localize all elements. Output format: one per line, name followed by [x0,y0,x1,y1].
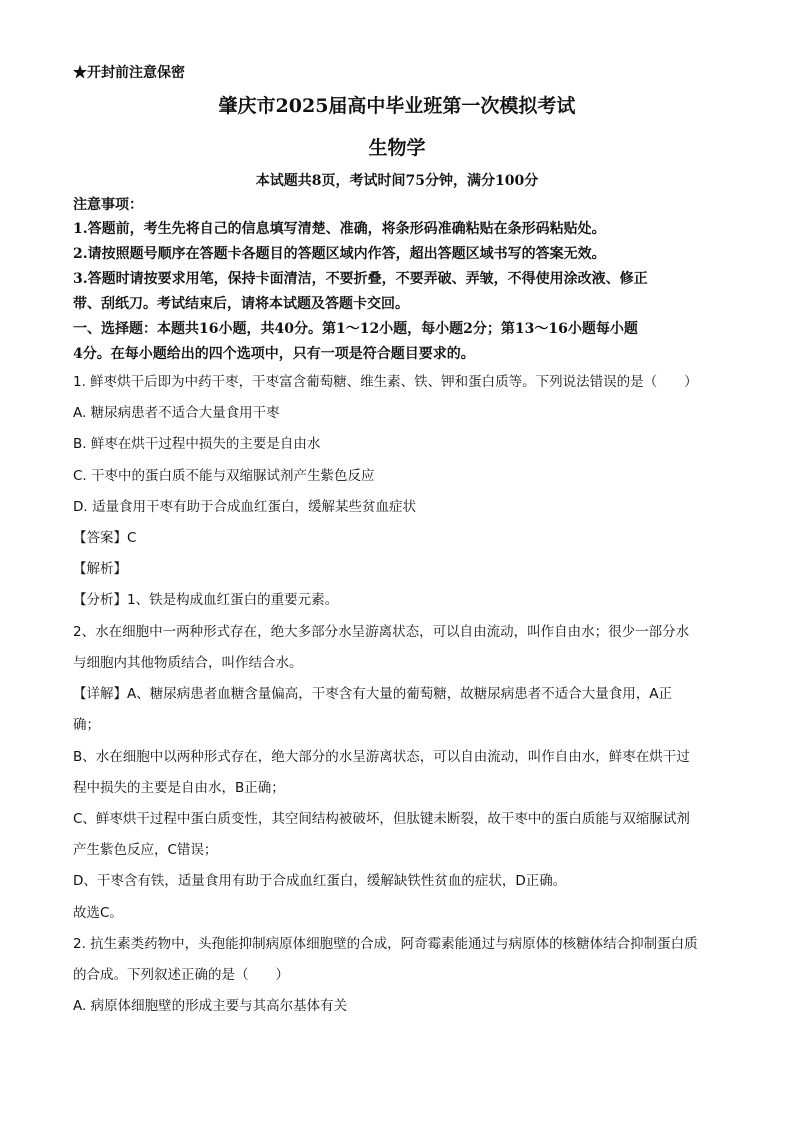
question-1-answer [73,529,733,547]
question-1-stem: 1. 鲜枣烘干后即为中药干枣，干枣富含葡萄糖、维生素、铁、钾和蛋白质等。下列说法错误的是（ ） [73,374,698,390]
question-1-option-d: D. 适量食用干枣有助于合成血红蛋白，缓解某些贫血症状 [73,499,416,515]
subject-title: 生物学 [368,137,426,159]
section-instructions: 一、选择题：本题共16小题，共40分。第1～12小题，每小题2分；第13～16小题每小题 [73,321,638,337]
analysis-line: 【分析】1、铁是构成血红蛋白的重要元素。 [73,592,339,608]
question-1-option-c: C. 干枣中的蛋白质不能与双缩脲试剂产生紫色反应 [73,468,375,484]
analysis-line: 产生紫色反应，C错误； [73,842,218,858]
analysis-line: 与细胞内其他物质结合，叫作结合水。 [73,655,303,671]
analysis-label: 【解析】 [73,561,127,577]
analysis-line: 程中损失的主要是自由水，B正确； [73,780,285,796]
confidential-notice: ★开封前注意保密 [73,65,185,81]
note-item: 3.答题时请按要求用笔，保持卡面清洁，不要折叠，不要弄破、弄皱，不得使用涂改液、修正 [73,271,648,287]
notes-heading: 注意事项： [73,197,143,213]
analysis-line: B、水在细胞中以两种形式存在，绝大部分的水呈游离状态，可以自由流动，叫作自由水，鲜枣在烘干过 [73,749,690,765]
analysis-line: 故选C。 [73,905,123,921]
answer-value: C [127,530,137,546]
note-item: 2.请按照题号顺序在答题卡各题目的答题区域内作答，超出答题区域书写的答案无效。 [73,246,606,262]
question-1-option-a: A. 糖尿病患者不适合大量食用干枣 [73,405,280,421]
analysis-line: C、鲜枣烘干过程中蛋白质变性，其空间结构被破坏，但肽键未断裂，故干枣中的蛋白质能与双缩脲试剂 [73,811,690,827]
answer-label: 【答案】 [73,530,127,546]
analysis-line: 【详解】A、糖尿病患者血糖含量偏高，干枣含有大量的葡萄糖，故糖尿病患者不适合大量食用，A正 [73,686,672,702]
exam-info: 本试题共8页，考试时间75分钟，满分100分 [255,173,539,189]
section-instructions: 4分。在每小题给出的四个选项中，只有一项是符合题目要求的。 [73,346,475,362]
analysis-line: D、干枣含有铁，适量食用有助于合成血红蛋白，缓解缺铁性贫血的症状，D正确。 [73,873,567,889]
note-item: 带、刮纸刀。考试结束后，请将本试题及答题卡交回。 [73,296,409,312]
exam-title: 肇庆市2025届高中毕业班第一次模拟考试 [218,95,576,117]
question-2-stem: 的合成。下列叙述正确的是（ ） [73,967,289,983]
analysis-line: 确； [73,717,100,733]
question-2-stem: 2. 抗生素类药物中，头孢能抑制病原体细胞壁的合成，阿奇霉素能通过与病原体的核糖体结合抑制蛋白质 [73,936,698,952]
question-2-option-a: A. 病原体细胞壁的形成主要与其高尔基体有关 [73,998,348,1014]
analysis-line: 2、水在细胞中一两种形式存在，绝大多部分水呈游离状态，可以自由流动，叫作自由水；很少一部分水 [73,624,690,640]
question-1-option-b: B. 鲜枣在烘干过程中损失的主要是自由水 [73,436,321,452]
note-item: 1.答题前，考生先将自己的信息填写清楚、准确，将条形码准确粘贴在条形码粘贴处。 [73,221,606,237]
